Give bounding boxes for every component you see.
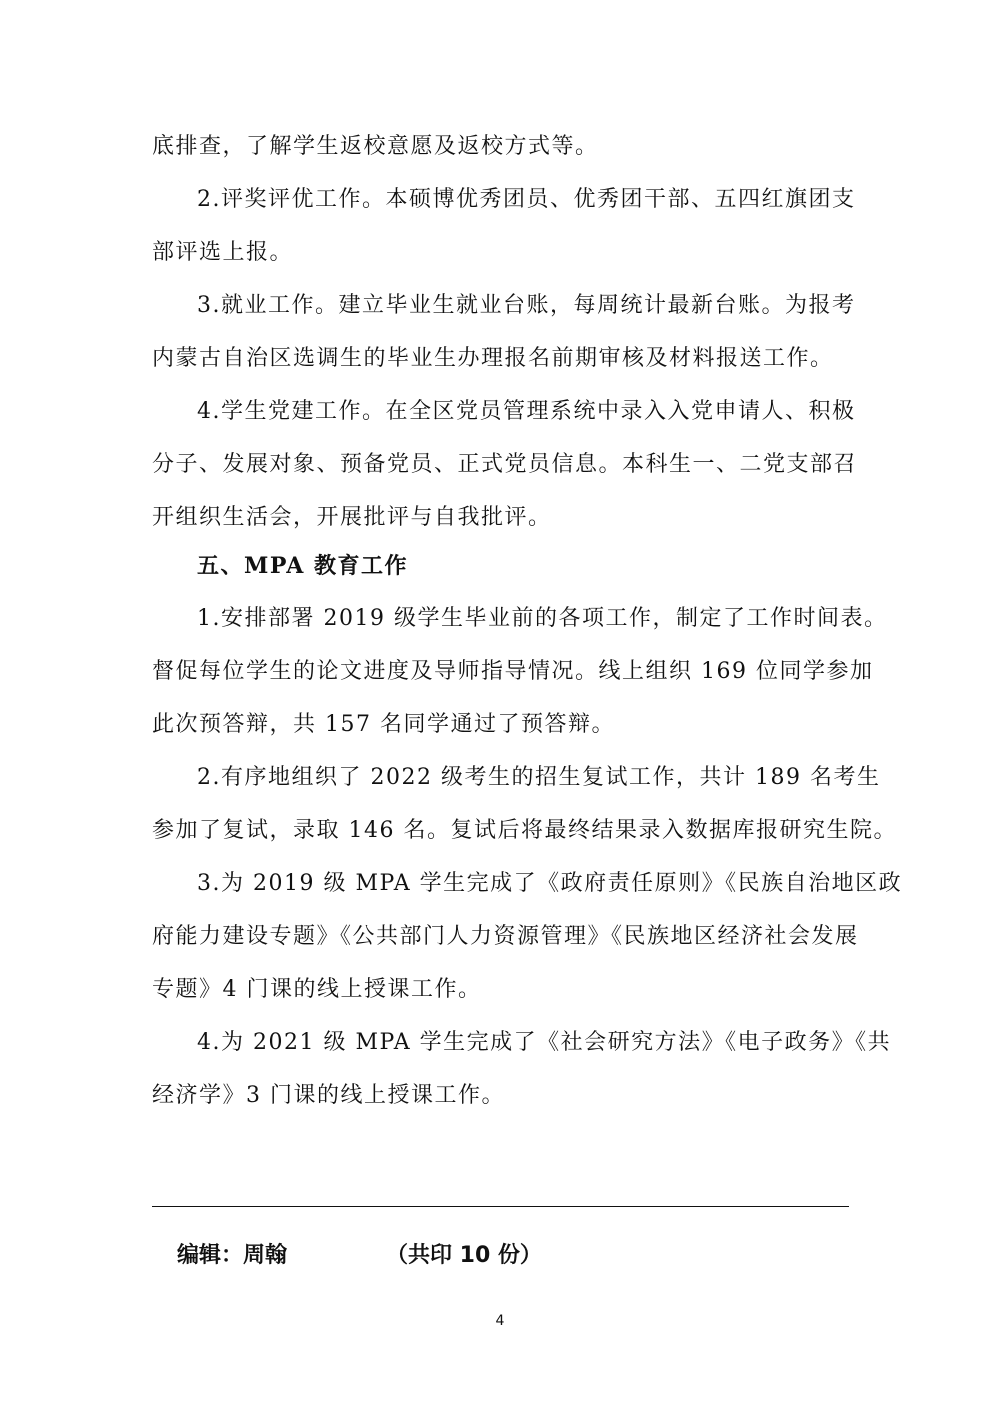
body-line: 3.为 2019 级 MPA 学生完成了《政府责任原则》《民族自治地区政 bbox=[197, 871, 903, 896]
body-line: 4.为 2021 级 MPA 学生完成了《社会研究方法》《电子政务》《共 bbox=[197, 1030, 892, 1055]
body-line: 此次预答辩，共 157 名同学通过了预答辩。 bbox=[152, 712, 615, 737]
body-line: 督促每位学生的论文进度及导师指导情况。线上组织 169 位同学参加 bbox=[152, 659, 874, 684]
body-line: 开组织生活会，开展批评与自我批评。 bbox=[152, 505, 552, 530]
editor-credit: 编辑：周翰 bbox=[177, 1243, 288, 1268]
body-line: 1.安排部署 2019 级学生毕业前的各项工作，制定了工作时间表。 bbox=[197, 606, 888, 631]
body-line: 部评选上报。 bbox=[152, 240, 294, 265]
body-line: 参加了复试，录取 146 名。复试后将最终结果录入数据库报研究生院。 bbox=[152, 818, 897, 843]
body-line: 2.评奖评优工作。本硕博优秀团员、优秀团干部、五四红旗团支 bbox=[197, 187, 856, 212]
footer-divider bbox=[152, 1206, 849, 1207]
body-line: 府能力建设专题》《公共部门人力资源管理》《民族地区经济社会发展 bbox=[152, 924, 859, 949]
body-line: 2.有序地组织了 2022 级考生的招生复试工作，共计 189 名考生 bbox=[197, 765, 881, 790]
body-line: 经济学》3 门课的线上授课工作。 bbox=[152, 1083, 505, 1108]
section-heading: 五、MPA 教育工作 bbox=[197, 553, 409, 579]
body-line: 内蒙古自治区选调生的毕业生办理报名前期审核及材料报送工作。 bbox=[152, 346, 834, 371]
body-line: 底排查，了解学生返校意愿及返校方式等。 bbox=[152, 134, 599, 159]
page-number: 4 bbox=[495, 1313, 505, 1329]
body-line: 分子、发展对象、预备党员、正式党员信息。本科生一、二党支部召 bbox=[152, 452, 858, 477]
body-line: 4.学生党建工作。在全区党员管理系统中录入入党申请人、积极 bbox=[197, 399, 856, 424]
body-line: 专题》4 门课的线上授课工作。 bbox=[152, 977, 482, 1002]
body-line: 3.就业工作。建立毕业生就业台账，每周统计最新台账。为报考 bbox=[197, 293, 856, 318]
print-copies: （共印 10 份） bbox=[386, 1243, 542, 1268]
